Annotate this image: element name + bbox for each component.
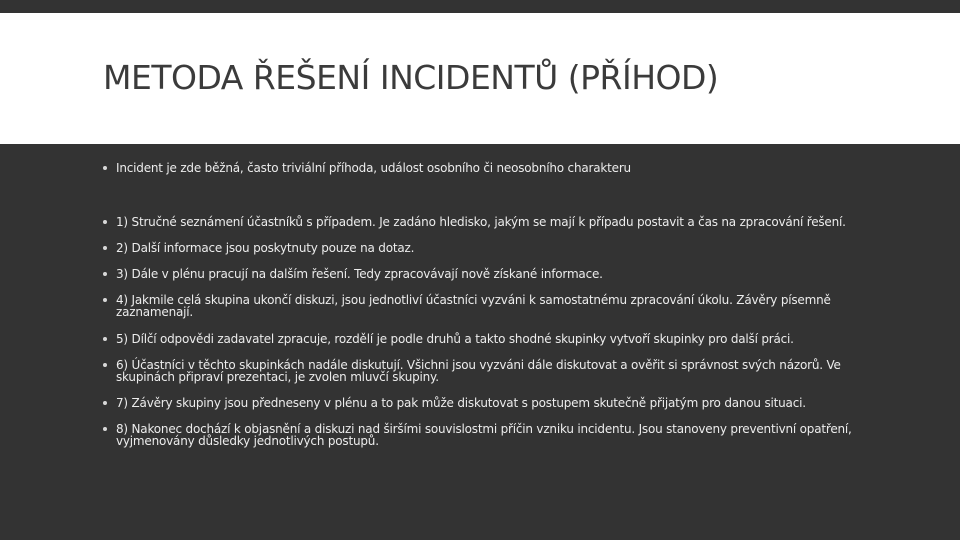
bullet-dot-icon bbox=[103, 401, 107, 405]
bullet-dot-icon bbox=[103, 337, 107, 341]
slide-title: METODA ŘEŠENÍ INCIDENTŮ (PŘÍHOD) bbox=[103, 58, 719, 97]
bullet-text: 5) Dílčí odpovědi zadavatel zpracuje, rozdělí je podle druhů a takto shodné skupinky vytvoří skupinky pro další práci. bbox=[116, 332, 794, 346]
bullet-text: 1) Stručné seznámení účastníků s případem. Je zadáno hledisko, jakým se mají k případu postavit a čas na zpracování řešení. bbox=[116, 215, 846, 229]
bullet-text: 8) Nakonec dochází k objasnění a diskuzi nad širšími souvislostmi příčin vzniku incidentu. Jsou stanoveny preventivní opatření, vyjmenovány důsledky jednotlivých postupů. bbox=[116, 422, 852, 448]
bullet-text: 4) Jakmile celá skupina ukončí diskuzi, jsou jednotliví účastníci vyzváni k samostatnému zpracování úkolu. Závěry písemně zaznamenají. bbox=[116, 293, 831, 319]
bullet-list bbox=[103, 158, 863, 447]
bullet-text: Incident je zde běžná, často triviální příhoda, událost osobního či neosobního charakteru bbox=[116, 161, 631, 175]
bullet-item bbox=[103, 359, 863, 383]
bullet-item bbox=[103, 162, 863, 174]
bullet-dot-icon bbox=[103, 298, 107, 302]
bullet-dot-icon bbox=[103, 166, 107, 170]
bullet-item bbox=[103, 423, 863, 447]
bullet-dot-icon bbox=[103, 220, 107, 224]
bullet-item bbox=[103, 294, 863, 318]
bullet-item bbox=[103, 242, 863, 254]
bullet-dot-icon bbox=[103, 272, 107, 276]
bullet-item bbox=[103, 333, 863, 345]
bullet-item bbox=[103, 216, 863, 228]
bullet-text: 3) Dále v plénu pracují na dalším řešení. Tedy zpracovávají nově získané informace. bbox=[116, 267, 603, 281]
bullet-dot-icon bbox=[103, 427, 107, 431]
bullet-text: 6) Účastníci v těchto skupinkách nadále diskutují. Všichni jsou vyzváni dále diskutovat a ověřit si správnost svých názorů. Ve skupinách připraví prezentaci, je zvolen mluvčí skupiny. bbox=[116, 358, 841, 384]
bullet-dot-icon bbox=[103, 363, 107, 367]
bullet-text: 2) Další informace jsou poskytnuty pouze na dotaz. bbox=[116, 241, 415, 255]
bullet-dot-icon bbox=[103, 246, 107, 250]
bullet-item bbox=[103, 268, 863, 280]
bullet-item bbox=[103, 397, 863, 409]
bullet-text: 7) Závěry skupiny jsou předneseny v plénu a to pak může diskutovat s postupem skutečně přijatým pro danou situaci. bbox=[116, 396, 806, 410]
